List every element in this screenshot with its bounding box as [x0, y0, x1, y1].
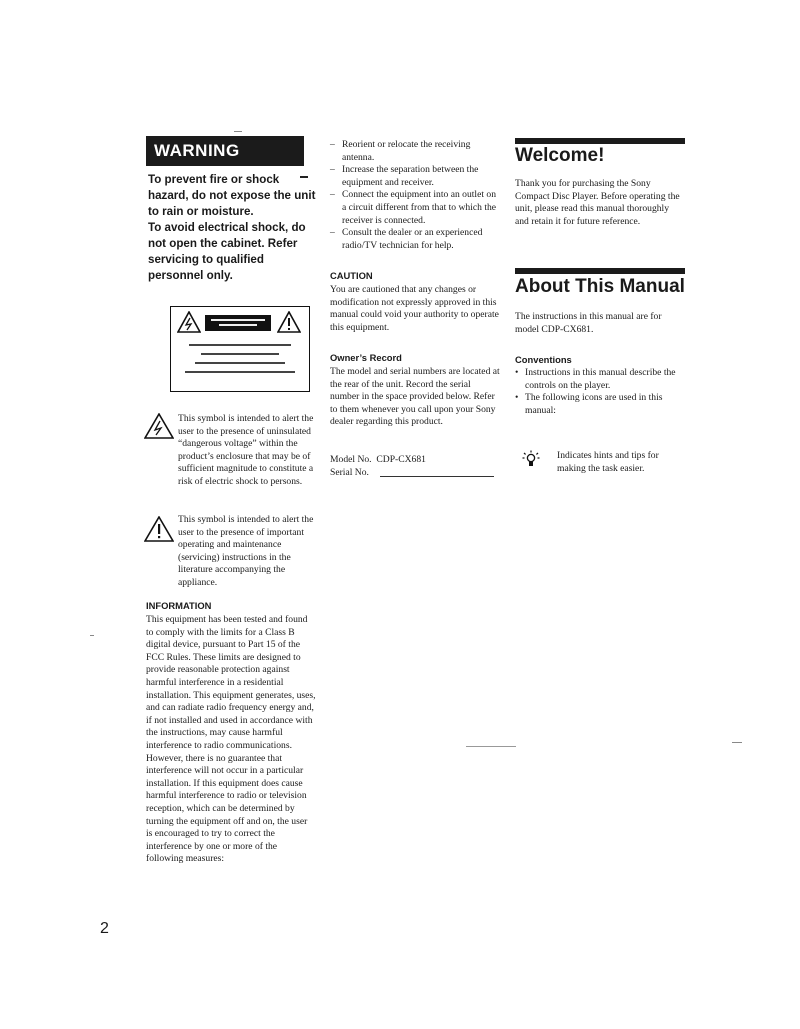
label-banner	[205, 315, 271, 331]
list-item: – Reorient or relocate the receiving antenna.	[330, 139, 500, 164]
information-text: This equipment has been tested and found to comply with the limits for a Class B digital device, pursuant to Part 15 of the FCC Rules. These limits are designed to provide reasonable protection against harmful interference in a residential installation. This equipment generates, uses, and can radiate radio frequency energy and, if not installed and used in accordance with the instructions, may cause harmful interference to radio communications. However, there is no guarantee that interference will not occur in a particular installation. If this equipment does cause harmful interference to radio or television reception, which can be determined by turning the equipment off and on, the user is encouraged to try to correct the interference by one or more of the following measures:	[146, 614, 316, 865]
page-number: 2	[100, 920, 109, 937]
exclamation-triangle-icon	[277, 311, 301, 333]
lightning-symbol-note	[144, 413, 314, 503]
lightning-triangle-icon	[144, 413, 174, 439]
list-item: • Instructions in this manual describe the controls on the player.	[515, 367, 677, 392]
section-rule	[515, 138, 685, 144]
exclamation-triangle-icon	[144, 516, 174, 542]
tip-icon-description: Indicates hints and tips for making the task easier.	[557, 450, 659, 474]
caution-heading: CAUTION	[330, 270, 373, 281]
information-heading: INFORMATION	[146, 600, 212, 611]
model-value: CDP-CX681	[376, 454, 426, 465]
section-rule	[515, 268, 685, 274]
list-item: – Increase the separation between the equipment and receiver.	[330, 164, 500, 189]
lightbulb-icon	[522, 450, 540, 468]
owners-record-heading: Owner’s Record	[330, 352, 402, 363]
warning-title: WARNING	[154, 141, 240, 160]
model-label: Model No.	[330, 454, 372, 465]
about-text: The instructions in this manual are for model CDP-CX681.	[515, 311, 662, 335]
model-number	[330, 454, 426, 467]
warning-statement	[148, 172, 320, 284]
lightning-triangle-icon	[177, 311, 201, 333]
list-item: – Consult the dealer or an experienced radio/TV technician for help.	[330, 227, 500, 252]
owners-record-text: The model and serial numbers are located at the rear of the unit. Record the serial number in the space provided below. Refer to them whenever you call upon your Sony dealer regarding this product.	[330, 366, 500, 428]
exclamation-symbol-note	[144, 514, 314, 590]
serial-number-blank	[380, 476, 494, 477]
serial-label: Serial No.	[330, 467, 369, 478]
measures-list	[330, 139, 500, 252]
list-item: – Connect the equipment into an outlet on a circuit different from that to which the receiver is connected.	[330, 189, 500, 227]
welcome-heading: Welcome!	[515, 145, 605, 166]
exclamation-symbol-text: This symbol is intended to alert the user to the presence of important operating and maintenance (servicing) instructions in the literature accompanying the appliance.	[178, 514, 314, 588]
caution-text: You are cautioned that any changes or modification not expressly approved in this manual could void your authority to operate this equipment.	[330, 284, 499, 333]
conventions-heading: Conventions	[515, 354, 572, 365]
about-heading: About This Manual	[515, 276, 685, 297]
caution-label-icon	[170, 306, 310, 392]
warning-line-shock: To avoid electrical shock, do not open the cabinet. Refer servicing to qualified personnel only.	[148, 221, 306, 282]
warning-line-fire: To prevent fire or shock hazard, do not expose the unit to rain or moisture.	[148, 173, 316, 218]
welcome-text: Thank you for purchasing the Sony Compact Disc Player. Before operating the unit, please read this manual thoroughly and retain it for future reference.	[515, 178, 680, 227]
conventions-list	[515, 367, 677, 417]
lightning-symbol-text: This symbol is intended to alert the user to the presence of uninsulated “dangerous voltage” within the product’s enclosure that may be of sufficient magnitude to constitute a risk of electric shock to persons.	[178, 413, 314, 487]
list-item: • The following icons are used in this manual:	[515, 392, 677, 417]
